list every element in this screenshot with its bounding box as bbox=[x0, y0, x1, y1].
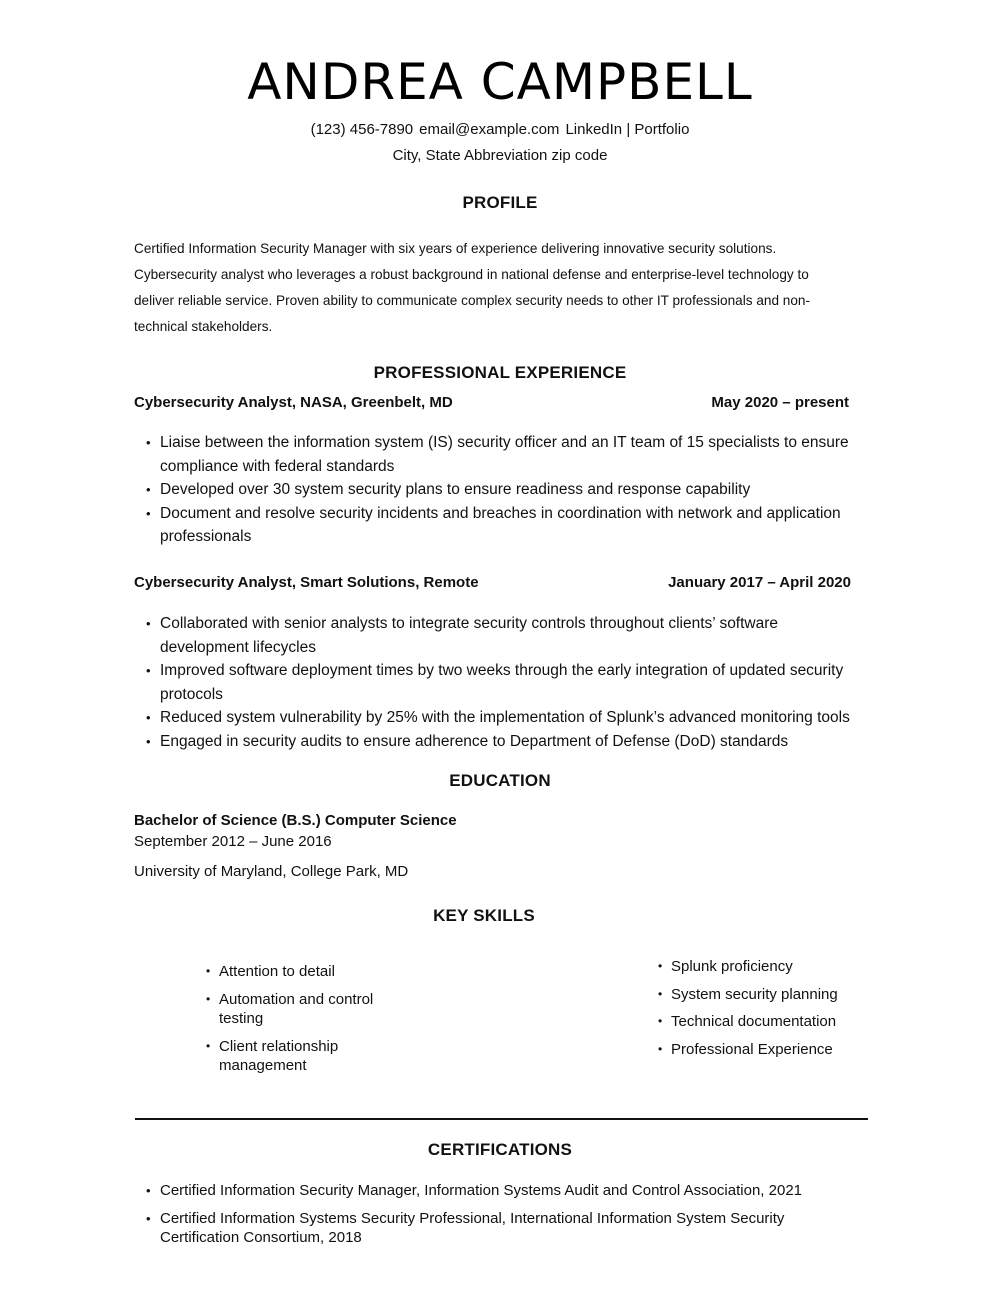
school: University of Maryland, College Park, MD bbox=[134, 863, 409, 880]
education-dates: September 2012 – June 2016 bbox=[134, 833, 332, 850]
list-item: • Professional Experience bbox=[658, 1040, 898, 1060]
resume-name: ANDREA CAMPBELL bbox=[247, 53, 753, 111]
section-divider bbox=[135, 1118, 868, 1120]
section-title-profile: PROFILE bbox=[462, 193, 538, 212]
list-item: • Improved software deployment times by two weeks through the early integration of updated security protocols bbox=[134, 659, 864, 706]
list-item: • Certified Information Security Manager, Information Systems Audit and Control Association, 2021 bbox=[134, 1181, 854, 1201]
profile-summary: Certified Information Security Manager with six years of experience delivering innovative security solutions. Cybersecurity analyst who leverages a robust background in national defense and enterprise-level technology to deliver reliable service. Proven ability to communicate complex security needs to other IT professionals and non-technical stakeholders. bbox=[134, 241, 810, 334]
email-address[interactable]: email@example.com bbox=[419, 121, 560, 138]
job-title: Cybersecurity Analyst, Smart Solutions, Remote bbox=[134, 574, 479, 591]
job-dates: January 2017 – April 2020 bbox=[668, 574, 851, 591]
job-bullets bbox=[134, 431, 864, 549]
list-item: • Collaborated with senior analysts to integrate security controls throughout clients’ software development lifecycles bbox=[134, 612, 864, 659]
contact-line bbox=[0, 120, 1000, 140]
list-item: • Engaged in security audits to ensure adherence to Department of Defense (DoD) standards bbox=[134, 730, 864, 754]
list-item: • Reduced system vulnerability by 25% with the implementation of Splunk’s advanced monitoring tools bbox=[134, 706, 864, 730]
section-title-experience: PROFESSIONAL EXPERIENCE bbox=[373, 363, 627, 382]
profile-links[interactable]: LinkedIn | Portfolio bbox=[565, 121, 690, 138]
section-title-education: EDUCATION bbox=[449, 771, 551, 790]
location: City, State Abbreviation zip code bbox=[392, 147, 608, 164]
skills-list-right bbox=[658, 957, 898, 1067]
list-item: • Technical documentation bbox=[658, 1012, 898, 1032]
certifications-list bbox=[134, 1181, 854, 1256]
job-dates: May 2020 – present bbox=[711, 394, 849, 411]
list-item: • Certified Information Systems Security Professional, International Information System Security Certification Consortium, 2018 bbox=[134, 1209, 854, 1248]
job-bullets bbox=[134, 612, 864, 753]
list-item: • Document and resolve security incidents and breaches in coordination with network and application professionals bbox=[134, 502, 864, 549]
section-title-skills: KEY SKILLS bbox=[433, 906, 535, 925]
section-title-certifications: CERTIFICATIONS bbox=[427, 1140, 573, 1159]
list-item: • Liaise between the information system (IS) security officer and an IT team of 15 specialists to ensure compliance with federal standards bbox=[134, 431, 864, 478]
phone-number: (123) 456-7890 bbox=[310, 121, 414, 138]
job-title: Cybersecurity Analyst, NASA, Greenbelt, MD bbox=[134, 394, 453, 411]
list-item: • Attention to detail bbox=[206, 962, 376, 982]
list-item: • Splunk proficiency bbox=[658, 957, 898, 977]
list-item: • System security planning bbox=[658, 985, 898, 1005]
list-item: • Client relationship management bbox=[206, 1037, 376, 1076]
list-item: • Developed over 30 system security plans to ensure readiness and response capability bbox=[134, 478, 864, 502]
degree: Bachelor of Science (B.S.) Computer Science bbox=[134, 812, 457, 829]
list-item: • Automation and control testing bbox=[206, 990, 376, 1029]
skills-list-left bbox=[206, 962, 376, 1084]
